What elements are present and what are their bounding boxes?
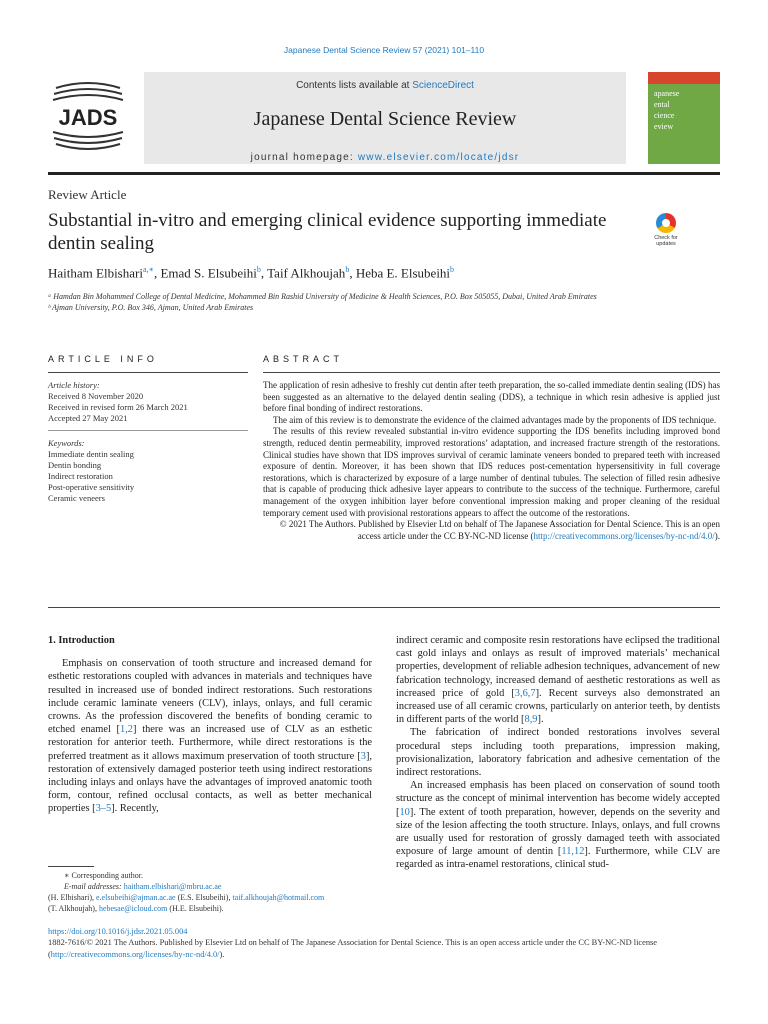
email-owner: (H.E. Elsubeihi). <box>167 904 224 913</box>
text-run: ]. Furthermore, while CLV are regarded as intra-enamel restorations, clinical stud- <box>396 846 720 871</box>
author-affiliation-marker[interactable]: b <box>450 265 455 274</box>
info-divider <box>48 372 248 373</box>
history-label: Article history: <box>48 380 100 390</box>
homepage-line <box>144 152 626 163</box>
citation-link[interactable]: 3 <box>360 750 366 762</box>
license-link[interactable]: http://creativecommons.org/licenses/by-nc-nd/4.0/ <box>533 530 715 541</box>
email-link[interactable]: taif.alkhoujah@hotmail.com <box>232 893 325 902</box>
author-name[interactable]: Heba E. Elsubeihi <box>355 265 451 281</box>
check-updates-label: Check for updates <box>654 235 678 247</box>
abstract-divider <box>263 372 720 373</box>
cover-line: eview <box>654 122 674 131</box>
journal-cover-thumbnail[interactable] <box>648 72 720 164</box>
cover-line: cience <box>654 111 675 120</box>
text-run: ], restoration of extensively damaged posterior teeth using indirect restorations including inlays and onlays have the advantages of improved anatomic tooth form, contour, refined occlusal contacts, as well as better mechanical properties [ <box>48 750 372 815</box>
abstract-copyright <box>263 519 720 542</box>
issn-line <box>48 937 728 960</box>
email-owner: (T. Alkhoujah), <box>48 904 99 913</box>
history-revised: Received in revised form 26 March 2021 <box>48 402 188 412</box>
keyword: Ceramic veneers <box>48 493 105 503</box>
journal-reference-link[interactable]: Japanese Dental Science Review 57 (2021) 101–110 <box>283 45 485 55</box>
author-separator: , <box>349 265 356 281</box>
body-paragraph <box>396 634 720 726</box>
affiliations <box>48 291 628 313</box>
email-line <box>48 903 378 914</box>
email-owner: (H. Elbishari), <box>48 893 96 902</box>
footnote <box>48 870 378 914</box>
author-affiliation-marker[interactable]: a,∗ <box>142 265 154 274</box>
cover-line: apanese <box>654 89 680 98</box>
history-accepted: Accepted 27 May 2021 <box>48 413 128 423</box>
doi-link[interactable]: https://doi.org/10.1016/j.jdsr.2021.05.004 <box>48 927 188 936</box>
text-run: ]. The extent of tooth preparation, however, depends on the severity and size of the lesion affecting the tooth structure. Inlays, onlays, and full crowns are usually used for restoration of grossly damaged teeth with associated exposure of large amount of dentin [ <box>396 806 720 858</box>
homepage-link[interactable]: www.elsevier.com/locate/jdsr <box>357 152 520 163</box>
article-history <box>48 380 248 424</box>
email-owner: (E.S. Elsubeihi), <box>175 893 233 902</box>
contents-prefix: Contents lists available at <box>296 80 413 91</box>
update-badge-icon <box>656 213 676 233</box>
author-name[interactable]: Emad S. Elsubeihi <box>160 265 257 281</box>
citation-link[interactable]: 8,9 <box>524 714 538 726</box>
doi-block <box>48 926 728 960</box>
text-run: ]. Recent surveys also demonstrated an increased use of all ceramic crowns, particularly on anterior teeth, by dentists in different parts of the world [ <box>396 687 720 726</box>
email-link[interactable]: e.elsubeihi@ajman.ac.ae <box>96 893 176 902</box>
keyword: Post-operative sensitivity <box>48 482 135 492</box>
issn-end: ). <box>219 949 225 959</box>
text-run: ] there was an increased use of CLV as an esthetic restoration for anterior teeth. Furthermore, while direct restorations is the preferred treatment as it allows maximum preservation of tooth structure [ <box>48 724 372 762</box>
text-run: ]. Recently, <box>111 803 159 815</box>
keyword: Immediate dentin sealing <box>48 449 134 459</box>
article-info-heading: ARTICLE INFO <box>48 354 158 364</box>
cover-line: ental <box>654 100 670 109</box>
author-separator: , <box>260 265 268 281</box>
affiliation-a: ᵃ Hamdan Bin Mohammed College of Dental Medicine, Mohammed Bin Rashid University of Medicine & Health Sciences, P.O. Box 505055, Dubai, United Arab Emirates <box>48 292 597 301</box>
citation-link[interactable]: 3–5 <box>95 803 112 815</box>
citation-link[interactable]: 10 <box>399 806 410 818</box>
article-type: Review Article <box>48 187 127 202</box>
copyright-text: © 2021 The Authors. Published by Elsevier Ltd on behalf of The Japanese Association for Dental Science. This is an open access article under the CC BY-NC-ND license ( <box>279 519 720 541</box>
keywords-label: Keywords: <box>48 438 85 448</box>
author-affiliation-marker[interactable]: b <box>345 265 350 274</box>
corresponding-author-note: ∗ Corresponding author. <box>64 871 143 880</box>
body-column-left <box>48 634 372 816</box>
email-link[interactable]: haitham.elbishari@mbru.ac.ae <box>123 882 222 891</box>
author-name[interactable]: Haitham Elbishari <box>48 265 143 281</box>
jads-logo <box>48 82 128 150</box>
masthead-divider <box>48 172 720 175</box>
citation-link[interactable]: 11,12 <box>561 846 585 858</box>
svg-text:JADS: JADS <box>58 105 118 130</box>
body-paragraph <box>396 779 720 871</box>
body-paragraph <box>48 657 372 815</box>
masthead <box>48 70 720 166</box>
license-link[interactable]: http://creativecommons.org/licenses/by-nc-nd/4.0/ <box>50 949 220 959</box>
body-paragraph: The fabrication of indirect bonded restorations involves several procedural steps including tooth preparations, impression making, provisionalization, laboratory fabrication and adhesive cementation of the indirect restorations. <box>396 727 720 779</box>
section-heading-introduction: 1. Introduction <box>48 635 115 646</box>
body-column-right <box>396 634 720 872</box>
text-run: indirect ceramic and composite resin restorations have eclipsed the traditional cast gold inlays and onlays as result of improved materials’ mechanical properties, development of reliable adhesion techniques, advancement of new fabrication technology, increased demand of aesthetic restorations as well as increased price of gold [ <box>396 635 720 699</box>
footnote-divider <box>48 866 94 867</box>
affiliation-b: ᵇ Ajman University, P.O. Box 346, Ajman, United Arab Emirates <box>48 303 254 312</box>
journal-banner <box>144 72 626 164</box>
email-link[interactable]: hebesae@icloud.com <box>98 904 168 913</box>
sciencedirect-link[interactable]: ScienceDirect <box>412 80 474 91</box>
email-line <box>48 881 378 892</box>
abstract-heading: ABSTRACT <box>263 354 344 364</box>
keyword: Indirect restoration <box>48 471 113 481</box>
text-run: ]. <box>537 714 544 726</box>
author-list <box>48 265 454 281</box>
author-affiliation-marker[interactable]: b <box>256 265 261 274</box>
text-run: An increased emphasis has been placed on conservation of sound tooth structure as the concept of minimal intervention has become widely accepted [ <box>396 780 720 818</box>
author-separator: , <box>153 265 161 281</box>
check-for-updates-button[interactable] <box>648 213 684 251</box>
copyright-end: ). <box>714 530 720 541</box>
email-label: E-mail addresses: <box>64 882 124 891</box>
contents-line <box>144 80 626 91</box>
abstract-paragraph: The application of resin adhesive to freshly cut dentin after teeth preparation, the so-called immediate dentin sealing (IDS) has been suggested as an alternative to the delayed dentin sealing (DDS), a technique in which resin adhesive is applied just before final bonding of indirect restorations. <box>263 380 720 414</box>
homepage-prefix: journal homepage: <box>250 152 358 163</box>
citation-link[interactable]: 3,6,7 <box>514 687 536 699</box>
email-line <box>48 892 378 903</box>
author-name[interactable]: Taif Alkhoujah <box>267 265 346 281</box>
citation-link[interactable]: 1,2 <box>120 724 134 736</box>
journal-title: Japanese Dental Science Review <box>253 108 517 130</box>
issn-text: 1882-7616/© 2021 The Authors. Published by Elsevier Ltd on behalf of The Japanese Association for Dental Science. This is an open access article under the CC BY-NC-ND license ( <box>48 938 657 959</box>
history-divider <box>48 430 248 431</box>
article-title: Substantial in-vitro and emerging clinical evidence supporting immediate dentin sealing <box>48 210 607 254</box>
abstract-paragraph: The results of this review revealed substantial in-vitro evidence supporting the IDS benefits including improved bond strength, reduced dentin permeability, improved restorations’ adaptation, and increased fracture strength of the restorations. Clinical studies have shown that IDS improves survival of ceramic laminate veneers bonded to prepared teeth with increased exposure of dentin. Moreover, it has been shown that IDS reduces post-cementation hypersensitivity in full coverage restorations, which is characterized by exposure of a large number of dentinal tubules. The selection of filled resin adhesive that is capable of producing thick adhesive layer appears to contribute to the success of the technique. Furthermore, careful management of the oxygen inhibition layer before conventional impression making and proper cleaning of the residual temporary cement used with provisional restorations appears to affect the outcome of the restorations. <box>263 426 720 518</box>
abstract-body <box>263 380 720 542</box>
keyword: Dentin bonding <box>48 460 102 470</box>
text-run: Emphasis on conservation of tooth structure and increased demand for esthetic restorations coupled with advances in materials and techniques have resulted in increased use of bonded indirect restorations. Such restorations include ceramic laminate veneers (CLV), inlays, onlays, and full ceramic crowns. As the profession discovered the benefits of bonding ceramic to etched enamel [ <box>48 658 372 736</box>
abstract-paragraph: The aim of this review is to demonstrate the evidence of the claimed advantages made by the proponents of IDS technique. <box>273 414 717 425</box>
body-divider <box>48 607 720 608</box>
history-received: Received 8 November 2020 <box>48 391 144 401</box>
keywords <box>48 438 248 504</box>
